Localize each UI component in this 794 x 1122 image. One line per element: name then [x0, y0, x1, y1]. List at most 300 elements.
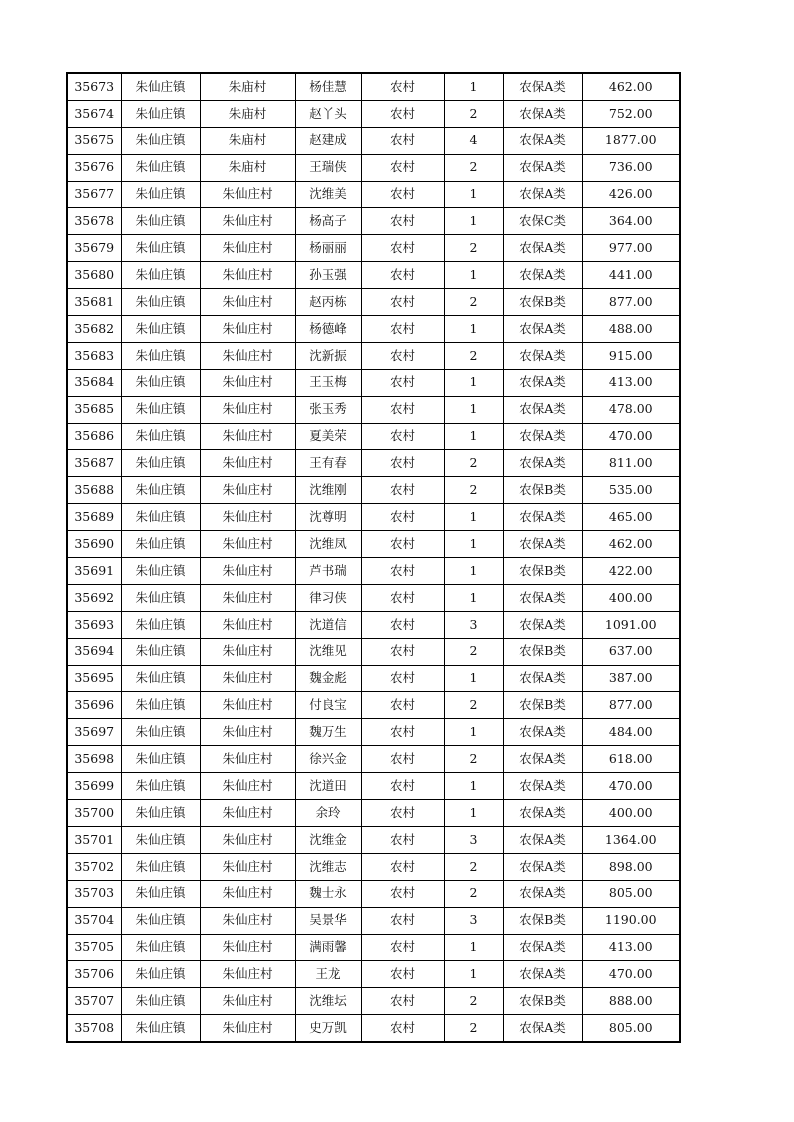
village-cell: 朱仙庄村 — [200, 396, 295, 423]
village-cell: 朱仙庄村 — [200, 638, 295, 665]
area-type-cell: 农村 — [361, 773, 444, 800]
amount-cell: 441.00 — [582, 262, 680, 289]
insurance-category-cell: 农保A类 — [503, 826, 582, 853]
household-count-cell: 3 — [444, 907, 503, 934]
household-count-cell: 1 — [444, 584, 503, 611]
insurance-category-cell: 农保A类 — [503, 961, 582, 988]
area-type-cell: 农村 — [361, 477, 444, 504]
insurance-category-cell: 农保B类 — [503, 638, 582, 665]
town-cell: 朱仙庄镇 — [121, 988, 200, 1015]
village-cell: 朱庙村 — [200, 154, 295, 181]
town-cell: 朱仙庄镇 — [121, 504, 200, 531]
table-row — [67, 665, 680, 692]
household-count-cell: 1 — [444, 934, 503, 961]
household-count-cell: 1 — [444, 73, 503, 100]
table-row — [67, 369, 680, 396]
household-count-cell: 2 — [444, 988, 503, 1015]
village-cell: 朱仙庄村 — [200, 907, 295, 934]
table-row — [67, 638, 680, 665]
table-row — [67, 342, 680, 369]
table-row — [67, 584, 680, 611]
amount-cell: 1364.00 — [582, 826, 680, 853]
record-id-cell: 35691 — [67, 558, 121, 585]
village-cell: 朱仙庄村 — [200, 342, 295, 369]
amount-cell: 1190.00 — [582, 907, 680, 934]
table-row — [67, 611, 680, 638]
area-type-cell: 农村 — [361, 289, 444, 316]
record-id-cell: 35693 — [67, 611, 121, 638]
table-row — [67, 181, 680, 208]
household-count-cell: 1 — [444, 504, 503, 531]
amount-cell: 364.00 — [582, 208, 680, 235]
insurance-category-cell: 农保B类 — [503, 558, 582, 585]
town-cell: 朱仙庄镇 — [121, 826, 200, 853]
area-type-cell: 农村 — [361, 127, 444, 154]
amount-cell: 877.00 — [582, 692, 680, 719]
village-cell: 朱仙庄村 — [200, 611, 295, 638]
amount-cell: 811.00 — [582, 450, 680, 477]
town-cell: 朱仙庄镇 — [121, 719, 200, 746]
town-cell: 朱仙庄镇 — [121, 369, 200, 396]
record-id-cell: 35676 — [67, 154, 121, 181]
table-row — [67, 289, 680, 316]
record-id-cell: 35699 — [67, 773, 121, 800]
table-row — [67, 853, 680, 880]
record-id-cell: 35692 — [67, 584, 121, 611]
record-id-cell: 35696 — [67, 692, 121, 719]
insurance-category-cell: 农保A类 — [503, 423, 582, 450]
amount-cell: 400.00 — [582, 584, 680, 611]
household-count-cell: 1 — [444, 531, 503, 558]
person-name-cell: 魏金彪 — [295, 665, 361, 692]
town-cell: 朱仙庄镇 — [121, 773, 200, 800]
table-row — [67, 396, 680, 423]
amount-cell: 484.00 — [582, 719, 680, 746]
insurance-category-cell: 农保A类 — [503, 773, 582, 800]
person-name-cell: 史万凯 — [295, 1015, 361, 1042]
insurance-category-cell: 农保A类 — [503, 342, 582, 369]
person-name-cell: 赵丙栋 — [295, 289, 361, 316]
record-id-cell: 35703 — [67, 880, 121, 907]
household-count-cell: 1 — [444, 961, 503, 988]
insurance-category-cell: 农保A类 — [503, 665, 582, 692]
town-cell: 朱仙庄镇 — [121, 73, 200, 100]
person-name-cell: 沈维见 — [295, 638, 361, 665]
household-count-cell: 2 — [444, 692, 503, 719]
table-row — [67, 773, 680, 800]
household-count-cell: 2 — [444, 853, 503, 880]
area-type-cell: 农村 — [361, 584, 444, 611]
area-type-cell: 农村 — [361, 1015, 444, 1042]
household-count-cell: 2 — [444, 154, 503, 181]
household-count-cell: 2 — [444, 880, 503, 907]
area-type-cell: 农村 — [361, 826, 444, 853]
town-cell: 朱仙庄镇 — [121, 880, 200, 907]
record-id-cell: 35678 — [67, 208, 121, 235]
person-name-cell: 沈维美 — [295, 181, 361, 208]
person-name-cell: 沈道信 — [295, 611, 361, 638]
record-id-cell: 35695 — [67, 665, 121, 692]
household-count-cell: 1 — [444, 719, 503, 746]
village-cell: 朱仙庄村 — [200, 692, 295, 719]
town-cell: 朱仙庄镇 — [121, 450, 200, 477]
household-count-cell: 1 — [444, 369, 503, 396]
record-id-cell: 35697 — [67, 719, 121, 746]
household-count-cell: 1 — [444, 773, 503, 800]
village-cell: 朱仙庄村 — [200, 800, 295, 827]
record-id-cell: 35683 — [67, 342, 121, 369]
insurance-category-cell: 农保A类 — [503, 880, 582, 907]
area-type-cell: 农村 — [361, 907, 444, 934]
insurance-category-cell: 农保A类 — [503, 853, 582, 880]
insurance-category-cell: 农保A类 — [503, 100, 582, 127]
table-row — [67, 423, 680, 450]
amount-cell: 1091.00 — [582, 611, 680, 638]
area-type-cell: 农村 — [361, 342, 444, 369]
household-count-cell: 2 — [444, 638, 503, 665]
insurance-category-cell: 农保A类 — [503, 396, 582, 423]
village-cell: 朱仙庄村 — [200, 558, 295, 585]
area-type-cell: 农村 — [361, 638, 444, 665]
village-cell: 朱仙庄村 — [200, 289, 295, 316]
person-name-cell: 王有春 — [295, 450, 361, 477]
area-type-cell: 农村 — [361, 73, 444, 100]
insurance-category-cell: 农保B类 — [503, 988, 582, 1015]
insurance-category-cell: 农保A类 — [503, 719, 582, 746]
household-count-cell: 1 — [444, 181, 503, 208]
household-count-cell: 1 — [444, 396, 503, 423]
village-cell: 朱庙村 — [200, 127, 295, 154]
data-table — [66, 72, 681, 1043]
village-cell: 朱仙庄村 — [200, 235, 295, 262]
insurance-category-cell: 农保A类 — [503, 181, 582, 208]
insurance-category-cell: 农保A类 — [503, 316, 582, 343]
person-name-cell: 律习侠 — [295, 584, 361, 611]
insurance-category-cell: 农保B类 — [503, 692, 582, 719]
household-count-cell: 1 — [444, 800, 503, 827]
village-cell: 朱仙庄村 — [200, 746, 295, 773]
insurance-category-cell: 农保A类 — [503, 262, 582, 289]
record-id-cell: 35702 — [67, 853, 121, 880]
record-id-cell: 35704 — [67, 907, 121, 934]
table-row — [67, 907, 680, 934]
village-cell: 朱仙庄村 — [200, 665, 295, 692]
person-name-cell: 付良宝 — [295, 692, 361, 719]
town-cell: 朱仙庄镇 — [121, 961, 200, 988]
village-cell: 朱仙庄村 — [200, 719, 295, 746]
village-cell: 朱仙庄村 — [200, 961, 295, 988]
person-name-cell: 沈尊明 — [295, 504, 361, 531]
insurance-category-cell: 农保C类 — [503, 208, 582, 235]
person-name-cell: 沈维刚 — [295, 477, 361, 504]
household-count-cell: 4 — [444, 127, 503, 154]
village-cell: 朱庙村 — [200, 73, 295, 100]
village-cell: 朱仙庄村 — [200, 316, 295, 343]
table-row — [67, 961, 680, 988]
area-type-cell: 农村 — [361, 611, 444, 638]
person-name-cell: 沈维金 — [295, 826, 361, 853]
insurance-category-cell: 农保B类 — [503, 907, 582, 934]
insurance-category-cell: 农保A类 — [503, 611, 582, 638]
person-name-cell: 魏万生 — [295, 719, 361, 746]
town-cell: 朱仙庄镇 — [121, 853, 200, 880]
household-count-cell: 2 — [444, 1015, 503, 1042]
area-type-cell: 农村 — [361, 396, 444, 423]
amount-cell: 426.00 — [582, 181, 680, 208]
record-id-cell: 35677 — [67, 181, 121, 208]
table-row — [67, 235, 680, 262]
record-id-cell: 35675 — [67, 127, 121, 154]
village-cell: 朱仙庄村 — [200, 181, 295, 208]
table-row — [67, 800, 680, 827]
town-cell: 朱仙庄镇 — [121, 477, 200, 504]
area-type-cell: 农村 — [361, 208, 444, 235]
person-name-cell: 芦书瑞 — [295, 558, 361, 585]
record-id-cell: 35682 — [67, 316, 121, 343]
table-row — [67, 208, 680, 235]
record-id-cell: 35700 — [67, 800, 121, 827]
person-name-cell: 沈维凤 — [295, 531, 361, 558]
insurance-category-cell: 农保A类 — [503, 369, 582, 396]
amount-cell: 637.00 — [582, 638, 680, 665]
record-id-cell: 35684 — [67, 369, 121, 396]
amount-cell: 422.00 — [582, 558, 680, 585]
household-count-cell: 1 — [444, 423, 503, 450]
household-count-cell: 1 — [444, 665, 503, 692]
person-name-cell: 王玉梅 — [295, 369, 361, 396]
amount-cell: 752.00 — [582, 100, 680, 127]
amount-cell: 413.00 — [582, 934, 680, 961]
insurance-category-cell: 农保A类 — [503, 127, 582, 154]
area-type-cell: 农村 — [361, 504, 444, 531]
table-row — [67, 73, 680, 100]
table-row — [67, 746, 680, 773]
table-row — [67, 826, 680, 853]
town-cell: 朱仙庄镇 — [121, 692, 200, 719]
amount-cell: 888.00 — [582, 988, 680, 1015]
village-cell: 朱仙庄村 — [200, 584, 295, 611]
insurance-category-cell: 农保B类 — [503, 289, 582, 316]
town-cell: 朱仙庄镇 — [121, 558, 200, 585]
table-row — [67, 504, 680, 531]
record-id-cell: 35686 — [67, 423, 121, 450]
person-name-cell: 孙玉强 — [295, 262, 361, 289]
amount-cell: 977.00 — [582, 235, 680, 262]
town-cell: 朱仙庄镇 — [121, 934, 200, 961]
person-name-cell: 沈维志 — [295, 853, 361, 880]
amount-cell: 736.00 — [582, 154, 680, 181]
area-type-cell: 农村 — [361, 988, 444, 1015]
household-count-cell: 1 — [444, 208, 503, 235]
village-cell: 朱仙庄村 — [200, 450, 295, 477]
household-count-cell: 2 — [444, 477, 503, 504]
area-type-cell: 农村 — [361, 235, 444, 262]
town-cell: 朱仙庄镇 — [121, 1015, 200, 1042]
area-type-cell: 农村 — [361, 450, 444, 477]
table-row — [67, 1015, 680, 1042]
table-row — [67, 880, 680, 907]
area-type-cell: 农村 — [361, 961, 444, 988]
household-count-cell: 1 — [444, 262, 503, 289]
town-cell: 朱仙庄镇 — [121, 316, 200, 343]
village-cell: 朱仙庄村 — [200, 477, 295, 504]
amount-cell: 535.00 — [582, 477, 680, 504]
person-name-cell: 余玲 — [295, 800, 361, 827]
insurance-category-cell: 农保A类 — [503, 800, 582, 827]
area-type-cell: 农村 — [361, 853, 444, 880]
household-count-cell: 2 — [444, 235, 503, 262]
amount-cell: 462.00 — [582, 531, 680, 558]
amount-cell: 618.00 — [582, 746, 680, 773]
table-row — [67, 477, 680, 504]
town-cell: 朱仙庄镇 — [121, 262, 200, 289]
insurance-category-cell: 农保A类 — [503, 450, 582, 477]
town-cell: 朱仙庄镇 — [121, 423, 200, 450]
area-type-cell: 农村 — [361, 746, 444, 773]
town-cell: 朱仙庄镇 — [121, 208, 200, 235]
area-type-cell: 农村 — [361, 369, 444, 396]
amount-cell: 400.00 — [582, 800, 680, 827]
village-cell: 朱仙庄村 — [200, 504, 295, 531]
insurance-category-cell: 农保A类 — [503, 531, 582, 558]
village-cell: 朱仙庄村 — [200, 934, 295, 961]
record-id-cell: 35688 — [67, 477, 121, 504]
record-id-cell: 35674 — [67, 100, 121, 127]
household-count-cell: 2 — [444, 289, 503, 316]
record-id-cell: 35705 — [67, 934, 121, 961]
village-cell: 朱仙庄村 — [200, 880, 295, 907]
amount-cell: 898.00 — [582, 853, 680, 880]
record-id-cell: 35673 — [67, 73, 121, 100]
person-name-cell: 沈道田 — [295, 773, 361, 800]
area-type-cell: 农村 — [361, 665, 444, 692]
town-cell: 朱仙庄镇 — [121, 289, 200, 316]
insurance-category-cell: 农保A类 — [503, 584, 582, 611]
insurance-category-cell: 农保A类 — [503, 504, 582, 531]
household-count-cell: 2 — [444, 746, 503, 773]
village-cell: 朱仙庄村 — [200, 262, 295, 289]
area-type-cell: 农村 — [361, 262, 444, 289]
area-type-cell: 农村 — [361, 181, 444, 208]
table-row — [67, 719, 680, 746]
person-name-cell: 杨德峰 — [295, 316, 361, 343]
amount-cell: 805.00 — [582, 1015, 680, 1042]
amount-cell: 805.00 — [582, 880, 680, 907]
town-cell: 朱仙庄镇 — [121, 665, 200, 692]
town-cell: 朱仙庄镇 — [121, 127, 200, 154]
village-cell: 朱仙庄村 — [200, 423, 295, 450]
amount-cell: 488.00 — [582, 316, 680, 343]
table-row — [67, 692, 680, 719]
village-cell: 朱仙庄村 — [200, 1015, 295, 1042]
town-cell: 朱仙庄镇 — [121, 531, 200, 558]
table-body — [67, 73, 680, 1042]
household-count-cell: 3 — [444, 611, 503, 638]
record-id-cell: 35679 — [67, 235, 121, 262]
insurance-category-cell: 农保A类 — [503, 1015, 582, 1042]
person-name-cell: 满雨馨 — [295, 934, 361, 961]
person-name-cell: 夏美荣 — [295, 423, 361, 450]
person-name-cell: 赵丫头 — [295, 100, 361, 127]
person-name-cell: 徐兴金 — [295, 746, 361, 773]
village-cell: 朱仙庄村 — [200, 988, 295, 1015]
person-name-cell: 杨丽丽 — [295, 235, 361, 262]
insurance-category-cell: 农保A类 — [503, 934, 582, 961]
household-count-cell: 2 — [444, 100, 503, 127]
table-row — [67, 262, 680, 289]
amount-cell: 462.00 — [582, 73, 680, 100]
record-id-cell: 35689 — [67, 504, 121, 531]
town-cell: 朱仙庄镇 — [121, 342, 200, 369]
record-id-cell: 35706 — [67, 961, 121, 988]
record-id-cell: 35701 — [67, 826, 121, 853]
town-cell: 朱仙庄镇 — [121, 235, 200, 262]
village-cell: 朱仙庄村 — [200, 369, 295, 396]
town-cell: 朱仙庄镇 — [121, 907, 200, 934]
record-id-cell: 35681 — [67, 289, 121, 316]
household-count-cell: 2 — [444, 342, 503, 369]
town-cell: 朱仙庄镇 — [121, 584, 200, 611]
household-count-cell: 1 — [444, 316, 503, 343]
village-cell: 朱仙庄村 — [200, 773, 295, 800]
amount-cell: 387.00 — [582, 665, 680, 692]
area-type-cell: 农村 — [361, 934, 444, 961]
amount-cell: 470.00 — [582, 773, 680, 800]
table-row — [67, 531, 680, 558]
table-row — [67, 316, 680, 343]
record-id-cell: 35690 — [67, 531, 121, 558]
area-type-cell: 农村 — [361, 154, 444, 181]
insurance-category-cell: 农保B类 — [503, 477, 582, 504]
table-row — [67, 450, 680, 477]
village-cell: 朱仙庄村 — [200, 531, 295, 558]
table-row — [67, 934, 680, 961]
person-name-cell: 王龙 — [295, 961, 361, 988]
record-id-cell: 35680 — [67, 262, 121, 289]
record-id-cell: 35698 — [67, 746, 121, 773]
table-row — [67, 100, 680, 127]
village-cell: 朱仙庄村 — [200, 853, 295, 880]
amount-cell: 470.00 — [582, 423, 680, 450]
town-cell: 朱仙庄镇 — [121, 800, 200, 827]
person-name-cell: 沈维坛 — [295, 988, 361, 1015]
person-name-cell: 赵建成 — [295, 127, 361, 154]
record-id-cell: 35708 — [67, 1015, 121, 1042]
amount-cell: 1877.00 — [582, 127, 680, 154]
area-type-cell: 农村 — [361, 719, 444, 746]
table-row — [67, 127, 680, 154]
town-cell: 朱仙庄镇 — [121, 638, 200, 665]
amount-cell: 465.00 — [582, 504, 680, 531]
table-row — [67, 154, 680, 181]
table-row — [67, 558, 680, 585]
town-cell: 朱仙庄镇 — [121, 100, 200, 127]
area-type-cell: 农村 — [361, 880, 444, 907]
person-name-cell: 沈新振 — [295, 342, 361, 369]
household-count-cell: 2 — [444, 450, 503, 477]
insurance-category-cell: 农保A类 — [503, 235, 582, 262]
person-name-cell: 杨佳慧 — [295, 73, 361, 100]
insurance-category-cell: 农保A类 — [503, 73, 582, 100]
record-id-cell: 35707 — [67, 988, 121, 1015]
person-name-cell: 吴景华 — [295, 907, 361, 934]
insurance-category-cell: 农保A类 — [503, 746, 582, 773]
town-cell: 朱仙庄镇 — [121, 396, 200, 423]
table-row — [67, 988, 680, 1015]
person-name-cell: 王瑞侠 — [295, 154, 361, 181]
amount-cell: 413.00 — [582, 369, 680, 396]
person-name-cell: 张玉秀 — [295, 396, 361, 423]
